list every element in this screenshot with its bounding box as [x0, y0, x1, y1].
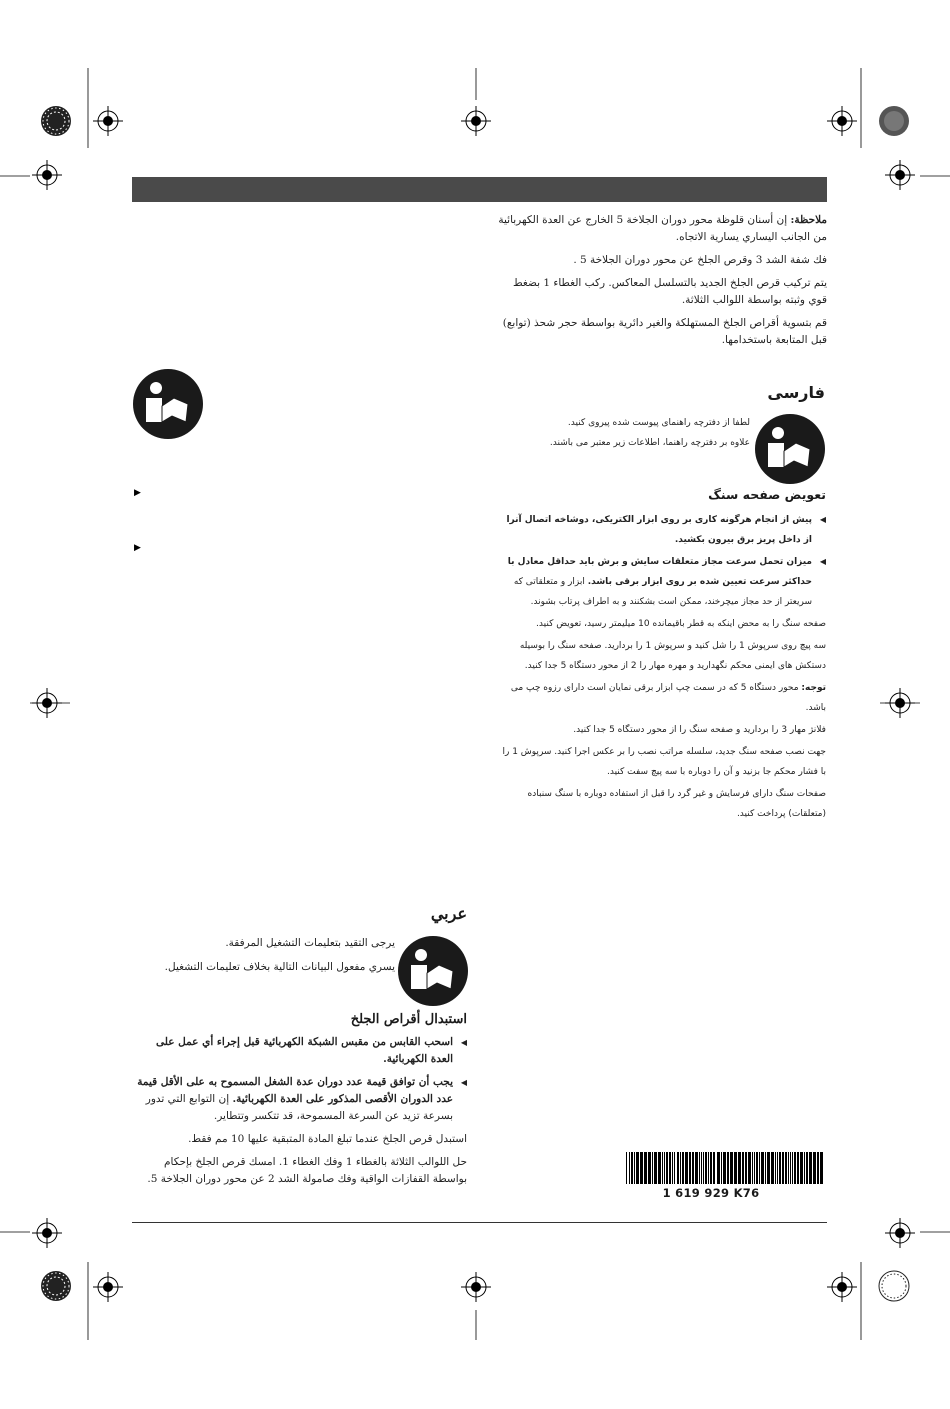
persian-paragraph-4: جهت نصب صفحه سنگ جدید، سلسله مراتب نصب را بر عکس اجرا کنید. سرپوش 1 را با فشار محکم جا بزنید و آن را دوباره با سه پیچ سفت کنید.: [502, 747, 826, 777]
arabic-note-paragraph: [497, 212, 827, 246]
registration-mark-icon: [461, 1272, 491, 1302]
persian-body: [496, 510, 826, 826]
arabic-top-paragraph-3: قم بتسوية أقراص الجلخ المستهلكة والغير دائرية بواسطة حجر شحذ (توابع) قبل المتابعة باستخدامها.: [502, 317, 827, 346]
registration-mark-icon: [885, 160, 915, 190]
bottom-rule: [132, 1222, 827, 1223]
arabic-top-paragraph-2: يتم تركيب قرص الجلخ الجديد بالتسلسل المعاكس. ركب الغطاء 1 بضغط قوي وثبته بواسطة اللوالب الثلاثة.: [512, 277, 827, 306]
color-bar-mark-icon: [878, 105, 910, 137]
bullet-bold-text: يجب أن توافق قيمة عدد دوران عدة الشغل المسموح به على الأقل قيمة عدد الدوران الأقصى المذكور على العدة الكهربائية.: [137, 1076, 453, 1105]
persian-paragraph-1: صفحه سنگ را به محض اینکه به قطر باقیمانده 10 میلیمتر رسید، تعویض کنید.: [536, 619, 826, 629]
bullet-rest-text: ابزار و متعلقاتی که سریعتر از حد مجاز میچرخند، ممکن است بشکنند و به اطراف پرتاب بشوند.: [513, 577, 812, 607]
bullet-rest-text: إن التوابع التي تدور بسرعة تزيد عن السرعة المسموحة، قد تتكسر وتتطاير.: [145, 1093, 453, 1122]
registration-mark-icon: [32, 688, 62, 718]
starburst-mark-icon: [878, 1270, 910, 1302]
note-label: توجه:: [801, 683, 826, 693]
arabic-intro: [135, 935, 395, 976]
arabic-intro-2: يسري مفعول البيانات التالية بخلاف تعليمات التشغيل.: [164, 961, 395, 973]
warning-triangle-icon: ▶: [134, 543, 141, 553]
bullet-text: اسحب القابس من مقبس الشبكة الكهربائية قبل إجراء أي عمل على العدة الكهربائية.: [156, 1036, 453, 1065]
persian-paragraph-2: سه پیچ روی سرپوش 1 را شل کنید و سرپوش 1 را بردارید. صفحه سنگ را بوسیله دستکش های ایمنی محکم نگهدارید و مهره مهار را 2 از محور دستگاه 5 جدا کنید.: [519, 641, 826, 671]
arabic-heading: عربي: [430, 904, 467, 923]
arabic-top-column: [497, 212, 827, 355]
registration-mark-icon: [93, 106, 123, 136]
bullet-text: پیش از انجام هرگونه کاری بر روی ابزار الکتریکی، دوشاخه اتصال آنرا از داخل پریز برق بیرون بکشید.: [506, 515, 812, 545]
warning-triangle-icon: ◀: [819, 557, 826, 566]
persian-heading: فارسی: [767, 383, 825, 402]
arabic-paragraph-2: حل اللوالب الثلاثة بالغطاء 1 وفك الغطاء 1. امسك قرص الجلخ بإحكام بواسطة القفازات الواقية وفك صامولة الشد 2 عن محور دوران الجلاخة 5.: [147, 1156, 467, 1185]
persian-note: [496, 678, 826, 718]
registration-mark-icon: [885, 688, 915, 718]
persian-intro-2: علاوه بر دفترچه راهنما، اطلاعات زیر معتبر می باشند.: [549, 438, 750, 448]
registration-mark-icon: [827, 1272, 857, 1302]
registration-mark-icon: [827, 106, 857, 136]
warning-triangle-icon: ▶: [134, 488, 141, 498]
registration-mark-icon: [32, 160, 62, 190]
registration-mark-icon: [32, 1218, 62, 1248]
read-manual-icon: [754, 413, 826, 485]
arabic-paragraph-1: استبدل قرص الجلخ عندما تبلغ المادة المتبقية عليها 10 مم فقط.: [188, 1133, 467, 1145]
registration-mark-icon: [885, 1218, 915, 1248]
persian-bullet-1: [496, 510, 826, 550]
barcode-number: 1 619 929 K76: [662, 1186, 760, 1200]
note-label: ملاحظة:: [790, 214, 827, 226]
read-manual-icon: [397, 935, 469, 1007]
persian-bullet-2: [496, 552, 826, 612]
starburst-mark-icon: [40, 1270, 72, 1302]
arabic-section-title: استبدال أقراص الجلخ: [350, 1012, 467, 1027]
starburst-mark-icon: [40, 105, 72, 137]
read-manual-icon: [132, 368, 204, 440]
warning-triangle-icon: ◀: [460, 1038, 467, 1047]
bullet-bold-text: میزان تحمل سرعت مجاز متعلقات سایش و برش باید حداقل معادل با حداکثر سرعت تعیین شده بر روی ابزار برقی باشد.: [507, 557, 812, 587]
warning-triangle-icon: ◀: [460, 1078, 467, 1087]
arabic-bullet-2: [137, 1074, 467, 1125]
arabic-body: [137, 1034, 467, 1194]
warning-triangle-icon: ◀: [819, 515, 826, 524]
persian-intro: [490, 413, 750, 453]
note-text: إن أسنان قلوظة محور دوران الجلاخة 5 الخارج عن العدة الكهربائية من الجانب اليساري يسارية الاتجاه.: [498, 214, 827, 243]
registration-mark-icon: [93, 1272, 123, 1302]
persian-paragraph-3: فلانژ مهار 3 را بردارید و صفحه سنگ را از محور دستگاه 5 جدا کنید.: [573, 725, 826, 735]
note-text: محور دستگاه 5 که در سمت چپ ابزار برقی نمایان است دارای رزوه چپ می باشد.: [510, 683, 826, 713]
arabic-top-paragraph-1: فك شفة الشد 3 وقرص الجلخ عن محور دوران الجلاخة 5 .: [573, 254, 827, 266]
persian-intro-1: لطفا از دفترچه راهنمای پیوست شده پیروی کنید.: [567, 418, 750, 428]
arabic-intro-1: يرجى التقيد بتعليمات التشغيل المرفقة.: [225, 937, 395, 949]
barcode-icon: [626, 1152, 826, 1186]
registration-mark-icon: [461, 106, 491, 136]
persian-section-title: تعویض صفحه سنگ: [708, 487, 826, 502]
persian-paragraph-5: صفحات سنگ دارای فرسایش و غیر گرد را قبل از استفاده دوباره با سنگ سنباده (متعلقات) پرداخت کنید.: [527, 789, 826, 819]
arabic-bullet-1: [137, 1034, 467, 1068]
